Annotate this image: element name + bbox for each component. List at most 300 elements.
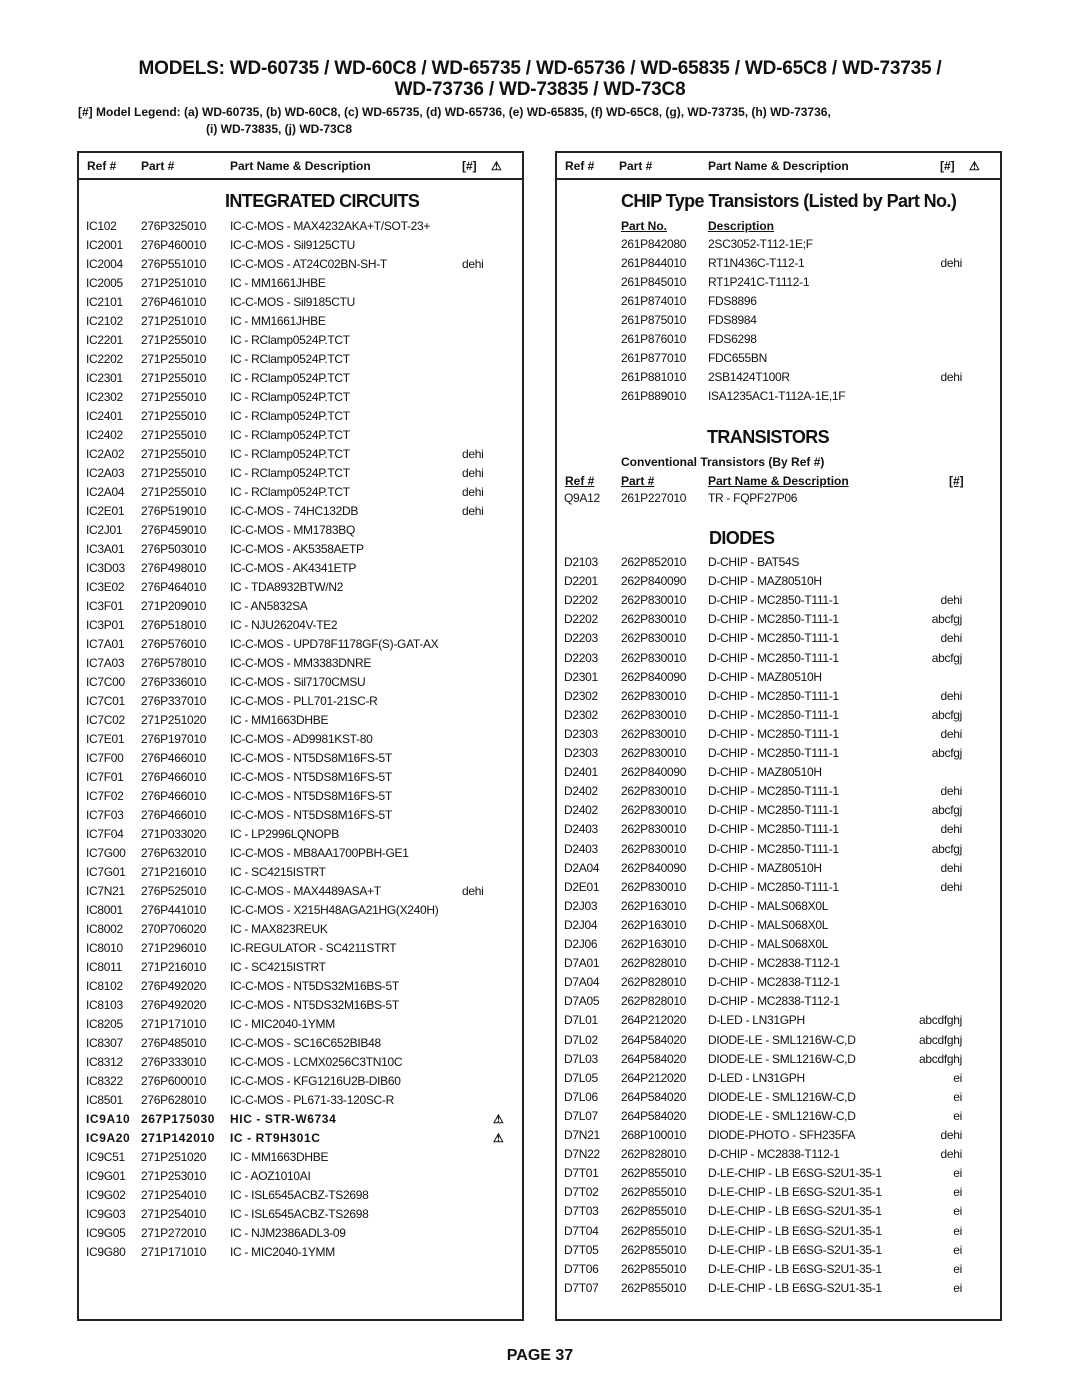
table-row [557,330,1000,349]
ref-cell: D7T03 [564,1204,599,1219]
table-row [557,591,1000,610]
part-cell: 271P255010 [141,352,207,366]
table-row [79,1015,522,1034]
part-cell: 271P254010 [141,1188,207,1202]
model-cell: dehi [940,256,962,270]
part-cell: 262P840090 [621,860,687,875]
part-cell: 264P584020 [621,1032,687,1047]
desc-cell: D-CHIP - MC2850-T111-1 [708,726,839,741]
table-row [79,977,522,996]
table-row [557,235,1000,254]
desc-cell: IC - MM1663DHBE [230,713,329,727]
model-cell: abcdfghj [919,1013,962,1028]
table-row [79,521,522,540]
desc-cell: DIODE-PHOTO - SFH235FA [708,1128,856,1142]
ref-cell: D2J03 [564,898,598,913]
table-row [557,897,1000,916]
table-row [79,711,522,730]
desc-cell: IC - AN5832SA [230,599,308,613]
table-row [79,274,522,293]
table-row [79,369,522,388]
model-cell: dehi [940,631,962,646]
part-cell: 276P461010 [141,295,207,309]
table-row [557,1222,1000,1241]
desc-cell: D-CHIP - MC2850-T111-1 [708,746,839,760]
part-cell: 276P485010 [141,1036,207,1050]
warning-icon: ⚠ [969,159,980,173]
ref-cell: IC2401 [86,409,123,423]
desc-cell: IC-C-MOS - MM3383DNRE [230,656,372,670]
section-title-transistors: TRANSISTORS [707,427,830,447]
desc-cell: IC-C-MOS - 74HC132DB [230,504,359,518]
model-cell: dehi [462,447,484,461]
model-cell: dehi [940,370,962,384]
desc-cell: D-CHIP - MC2850-T111-1 [708,612,839,627]
model-cell: ei [953,1280,962,1295]
desc-cell: D-LE-CHIP - LB E6SG-S2U1-35-1 [708,1280,882,1295]
desc-cell: IC - RClamp0524P.TCT [230,352,350,366]
ref-cell: D7L05 [564,1070,598,1085]
desc-cell: IC - RClamp0524P.TCT [230,447,350,461]
table-row [557,954,1000,973]
models-title [0,58,1080,100]
table-row [557,1241,1000,1260]
ref-cell: D7T05 [564,1242,599,1257]
chip-col-part: Part No. [621,219,668,233]
table-row [557,1126,1000,1145]
table-header [79,153,522,180]
model-cell: ei [953,1261,962,1276]
desc-cell: IC - ISL6545ACBZ-TS2698 [230,1207,369,1221]
table-row [79,426,522,445]
ref-cell: D7T07 [564,1280,599,1295]
desc-cell: D-LE-CHIP - LB E6SG-S2U1-35-1 [708,1223,882,1238]
desc-cell: ISA1235AC1-T112A-1E,1F [708,389,846,403]
part-cell: 276P333010 [141,1055,207,1069]
ref-cell: IC7C00 [86,675,125,689]
table-row [557,782,1000,801]
model-cell: dehi [940,822,962,837]
ref-cell: D7L02 [564,1032,598,1047]
table-row [79,882,522,901]
part-cell: 261P845010 [621,275,687,289]
model-cell: dehi [940,860,962,875]
table-row [557,763,1000,782]
part-cell: 262P830010 [621,612,687,627]
desc-cell: D-CHIP - MC2850-T111-1 [708,822,839,837]
table-row [79,920,522,939]
table-row [79,483,522,502]
ref-cell: IC8103 [86,998,123,1012]
desc-cell: D-CHIP - MALS068X0L [708,898,829,913]
table-row [557,801,1000,820]
ref-cell: IC3A01 [86,542,125,556]
part-cell: 271P255010 [141,428,207,442]
part-cell: 276P325010 [141,219,207,233]
ref-cell: IC7F03 [86,808,124,822]
warning-icon: ⚠ [493,1131,505,1145]
part-cell: 271P171010 [141,1245,207,1259]
part-cell: 262P163010 [621,898,687,913]
model-cell: ei [953,1185,962,1200]
desc-cell: D-CHIP - MALS068X0L [708,917,829,932]
part-cell: 262P830010 [621,707,687,722]
part-cell: 262P855010 [621,1223,687,1238]
table-row [79,255,522,274]
desc-cell: D-CHIP - MC2850-T111-1 [708,631,839,646]
table-row [79,236,522,255]
part-cell: 262P840090 [621,574,687,589]
ref-cell: IC9G05 [86,1226,126,1240]
ref-cell: IC9G01 [86,1169,126,1183]
table-row [557,553,1000,572]
desc-cell: IC - RClamp0524P.TCT [230,371,350,385]
ref-cell: IC2A03 [86,466,125,480]
part-cell: 276P492020 [141,979,207,993]
desc-cell: IC - TDA8932BTW/N2 [230,580,344,594]
table-row [557,1031,1000,1050]
ref-cell: IC9G80 [86,1245,126,1259]
ref-cell: IC3P01 [86,618,125,632]
ref-cell: D7L06 [564,1089,598,1104]
table-row [557,878,1000,897]
desc-cell: FDS6298 [708,332,757,346]
part-cell: 276P492020 [141,998,207,1012]
ref-cell: D2402 [564,803,598,818]
part-cell: 276P466010 [141,808,207,822]
desc-cell: IC-C-MOS - MM1783BQ [230,523,355,537]
desc-cell: IC-C-MOS - NT5DS8M16FS-5T [230,789,392,803]
desc-cell: IC - RClamp0524P.TCT [230,333,350,347]
model-cell: dehi [462,504,484,518]
ref-cell: IC7C01 [86,694,125,708]
table-row [79,1148,522,1167]
model-cell: dehi [940,688,962,703]
ref-cell: IC2E01 [86,504,125,518]
model-cell: dehi [940,784,962,799]
desc-cell: D-LED - LN31GPH [708,1013,805,1028]
desc-cell: FDS8984 [708,313,757,327]
part-cell: 262P830010 [621,746,687,760]
part-cell: 262P163010 [621,937,687,951]
part-cell: 271P296010 [141,941,207,955]
ref-cell: D2103 [564,555,598,569]
table-row [557,1088,1000,1107]
table-row [79,1110,522,1129]
table-row [557,1183,1000,1202]
part-cell: 262P830010 [621,688,687,703]
desc-cell: FDC655BN [708,351,767,365]
part-cell: 261P881010 [621,370,687,384]
table-row [79,1129,522,1148]
desc-cell: IC - MM1663DHBE [230,1150,329,1164]
desc-cell: IC-C-MOS - PL671-33-120SC-R [230,1093,394,1107]
desc-cell: IC - RClamp0524P.TCT [230,485,350,499]
part-cell: 271P251020 [141,1150,207,1164]
table-row [79,312,522,331]
desc-cell: D-CHIP - MC2850-T111-1 [708,593,839,608]
part-cell: 271P251010 [141,314,207,328]
part-cell: 262P855010 [621,1261,687,1276]
ref-cell: D2203 [564,650,598,665]
desc-cell: DIODE-LE - SML1216W-C,D [708,1051,856,1066]
part-cell: 271P255010 [141,447,207,461]
desc-cell: IC-C-MOS - MAX4489ASA+T [230,884,381,898]
ref-cell: IC2101 [86,295,123,309]
part-cell: 276P441010 [141,903,207,917]
header-ref: Ref # [87,159,117,173]
ref-cell: IC7N21 [86,884,125,898]
part-cell: 271P216010 [141,865,207,879]
ref-cell: IC7G00 [86,846,126,860]
ref-cell: IC9G03 [86,1207,126,1221]
part-cell: 261P876010 [621,332,687,346]
desc-cell: IC-C-MOS - Sil9125CTU [230,238,356,252]
part-cell: 262P830010 [621,631,687,646]
transistors-subtitle: Conventional Transistors (By Ref #) [621,455,825,469]
ref-cell: D7L03 [564,1051,598,1066]
ref-cell: IC2402 [86,428,123,442]
desc-cell: D-CHIP - MC2838-T112-1 [708,1147,840,1162]
model-cell: ei [953,1223,962,1238]
desc-cell: IC-C-MOS - SC16C652BIB48 [230,1036,381,1050]
section-title-integrated-circuits: INTEGRATED CIRCUITS [225,191,420,211]
desc-cell: IC-C-MOS - NT5DS8M16FS-5T [230,770,392,784]
part-cell: 276P519010 [141,504,207,518]
ref-cell: D7A01 [564,956,600,971]
table-row [79,825,522,844]
ref-cell: D2J04 [564,917,598,932]
table-row [557,311,1000,330]
table-row [557,973,1000,992]
table-row [557,649,1000,668]
table-row [557,368,1000,387]
part-cell: 262P830010 [621,879,687,894]
part-cell: 271P255010 [141,371,207,385]
transistors-diodes-panel [555,151,1002,1321]
ref-cell: D2202 [564,612,598,627]
part-cell: 276P466010 [141,770,207,784]
desc-cell: IC-C-MOS - MAX4232AKA+T/SOT-23+ [230,219,431,233]
desc-cell: D-CHIP - MC2850-T111-1 [708,688,839,703]
desc-cell: D-LE-CHIP - LB E6SG-S2U1-35-1 [708,1166,882,1181]
desc-cell: IC - ISL6545ACBZ-TS2698 [230,1188,369,1202]
table-row [79,673,522,692]
model-cell: ei [953,1089,962,1104]
desc-cell: D-CHIP - MAZ80510H [708,574,822,589]
part-cell: 262P828010 [621,994,687,1009]
table-row [79,730,522,749]
part-cell: 271P254010 [141,1207,207,1221]
desc-cell: IC-C-MOS - KFG1216U2B-DIB60 [230,1074,401,1088]
table-row [79,540,522,559]
part-cell: 262P830010 [621,784,687,799]
ref-cell: IC8001 [86,903,123,917]
part-cell: 262P830010 [621,822,687,837]
ref-cell: D7L07 [564,1108,598,1123]
desc-cell: IC - MIC2040-1YMM [230,1245,335,1259]
table-row [557,820,1000,839]
table-row [557,744,1000,763]
table-row [79,1091,522,1110]
ref-cell: IC9A20 [86,1131,131,1145]
model-cell: abcfgj [931,841,962,856]
table-row [79,1034,522,1053]
ref-cell: IC7A01 [86,637,125,651]
part-cell: 262P830010 [621,650,687,665]
desc-cell: IC-C-MOS - LCMX0256C3TN10C [230,1055,403,1069]
desc-cell: D-CHIP - MC2850-T111-1 [708,841,839,856]
ref-cell: D2201 [564,574,598,589]
ref-cell: IC102 [86,219,117,233]
ref-cell: IC8205 [86,1017,123,1031]
desc-cell: IC - MM1661JHBE [230,276,326,290]
table-row [79,597,522,616]
model-cell: abcfgj [931,707,962,722]
part-cell: 271P253010 [141,1169,207,1183]
table-row [557,572,1000,591]
desc-cell: IC-C-MOS - X215H48AGA21HG(X240H) [230,903,439,917]
table-row [79,958,522,977]
part-cell: 276P466010 [141,751,207,765]
part-cell: 262P163010 [621,917,687,932]
desc-cell: 2SB1424T100R [708,370,790,384]
model-cell: ei [953,1204,962,1219]
part-cell: 262P828010 [621,1147,687,1162]
part-cell: 271P209010 [141,599,207,613]
desc-cell: DIODE-LE - SML1216W-C,D [708,1108,856,1123]
model-cell: dehi [940,1147,962,1162]
table-row [557,725,1000,744]
ref-cell: IC7C02 [86,713,125,727]
desc-cell: IC-C-MOS - AK4341ETP [230,561,357,575]
desc-cell: D-LED - LN31GPH [708,1070,805,1085]
part-cell: 271P272010 [141,1226,207,1240]
table-row [79,331,522,350]
desc-cell: D-CHIP - MAZ80510H [708,669,822,684]
table-row [79,388,522,407]
desc-cell: 2SC3052-T112-1E;F [708,237,813,251]
ref-cell: D2401 [564,765,598,780]
table-row [79,502,522,521]
warning-icon: ⚠ [491,159,502,173]
header-model: [#] [462,159,477,173]
ref-cell: D2A04 [564,860,600,875]
model-cell: dehi [462,257,484,271]
part-cell: 271P142010 [141,1131,216,1145]
desc-cell: IC - RClamp0524P.TCT [230,428,350,442]
part-cell: 262P830010 [621,593,687,608]
part-cell: 276P600010 [141,1074,207,1088]
table-row [79,996,522,1015]
table-row [79,559,522,578]
part-cell: 262P852010 [621,555,687,569]
table-row [557,254,1000,273]
part-cell: 276P503010 [141,542,207,556]
table-row [79,1053,522,1072]
ref-cell: IC3E02 [86,580,125,594]
part-cell: 271P255010 [141,390,207,404]
part-cell: 261P875010 [621,313,687,327]
part-cell: 262P828010 [621,956,687,971]
table-row [79,1243,522,1262]
ref-cell: IC2301 [86,371,123,385]
ref-cell: IC9G02 [86,1188,126,1202]
desc-cell: D-CHIP - MAZ80510H [708,765,822,780]
part-cell: 276P464010 [141,580,207,594]
ref-cell: D7N22 [564,1147,600,1162]
desc-cell: IC - SC4215ISTRT [230,960,326,974]
desc-cell: IC-C-MOS - AK5358AETP [230,542,364,556]
table-row [79,901,522,920]
part-cell: 276P628010 [141,1093,207,1107]
table-row [79,350,522,369]
ref-cell: D2302 [564,707,598,722]
ref-cell: D2303 [564,726,598,741]
ref-cell: IC7F00 [86,751,124,765]
table-row [557,687,1000,706]
ref-cell: D7T04 [564,1223,599,1238]
ref-cell: IC8307 [86,1036,123,1050]
table-row [79,1072,522,1091]
part-cell: 276P460010 [141,238,207,252]
part-cell: 271P255010 [141,333,207,347]
ref-cell: IC2004 [86,257,123,271]
ref-cell: D2203 [564,631,598,646]
part-cell: 262P830010 [621,803,687,818]
desc-cell: D-LE-CHIP - LB E6SG-S2U1-35-1 [708,1204,882,1219]
integrated-circuits-panel [77,151,524,1321]
part-cell: 276P576010 [141,637,207,651]
desc-cell: IC - RT9H301C [230,1131,321,1145]
part-cell: 271P255010 [141,466,207,480]
part-cell: 276P578010 [141,656,207,670]
header-part: Part # [619,159,653,173]
model-cell: ei [953,1166,962,1181]
part-cell: 271P255010 [141,485,207,499]
part-cell: 264P212020 [621,1070,687,1085]
desc-cell: IC-C-MOS - AD9981KST-80 [230,732,373,746]
part-cell: 276P197010 [141,732,207,746]
ref-cell: D7T02 [564,1185,599,1200]
desc-cell: IC - NJU26204V-TE2 [230,618,338,632]
desc-cell: IC-C-MOS - PLL701-21SC-R [230,694,378,708]
ref-cell: IC8322 [86,1074,123,1088]
table-row [79,749,522,768]
table-row [557,1145,1000,1164]
part-cell: 262P855010 [621,1204,687,1219]
ref-cell: IC2001 [86,238,123,252]
desc-cell: RT1N436C-T112-1 [708,256,805,270]
ref-cell: IC7E01 [86,732,125,746]
table-row [557,706,1000,725]
desc-cell: D-CHIP - MALS068X0L [708,937,829,951]
table-row [79,1205,522,1224]
table-row [557,1279,1000,1298]
table-row [79,768,522,787]
ref-cell: D2301 [564,669,598,684]
desc-cell: IC-C-MOS - NT5DS32M16BS-5T [230,998,399,1012]
desc-cell: D-CHIP - BAT54S [708,555,800,569]
table-row [557,668,1000,687]
desc-cell: IC - RClamp0524P.TCT [230,466,350,480]
ref-cell: IC7F01 [86,770,124,784]
desc-cell: D-CHIP - MC2838-T112-1 [708,994,840,1009]
desc-cell: IC - MAX823REUK [230,922,328,936]
transistors-col-name: Part Name & Description [708,474,849,488]
part-cell: 261P889010 [621,389,687,403]
model-cell: ei [953,1108,962,1123]
